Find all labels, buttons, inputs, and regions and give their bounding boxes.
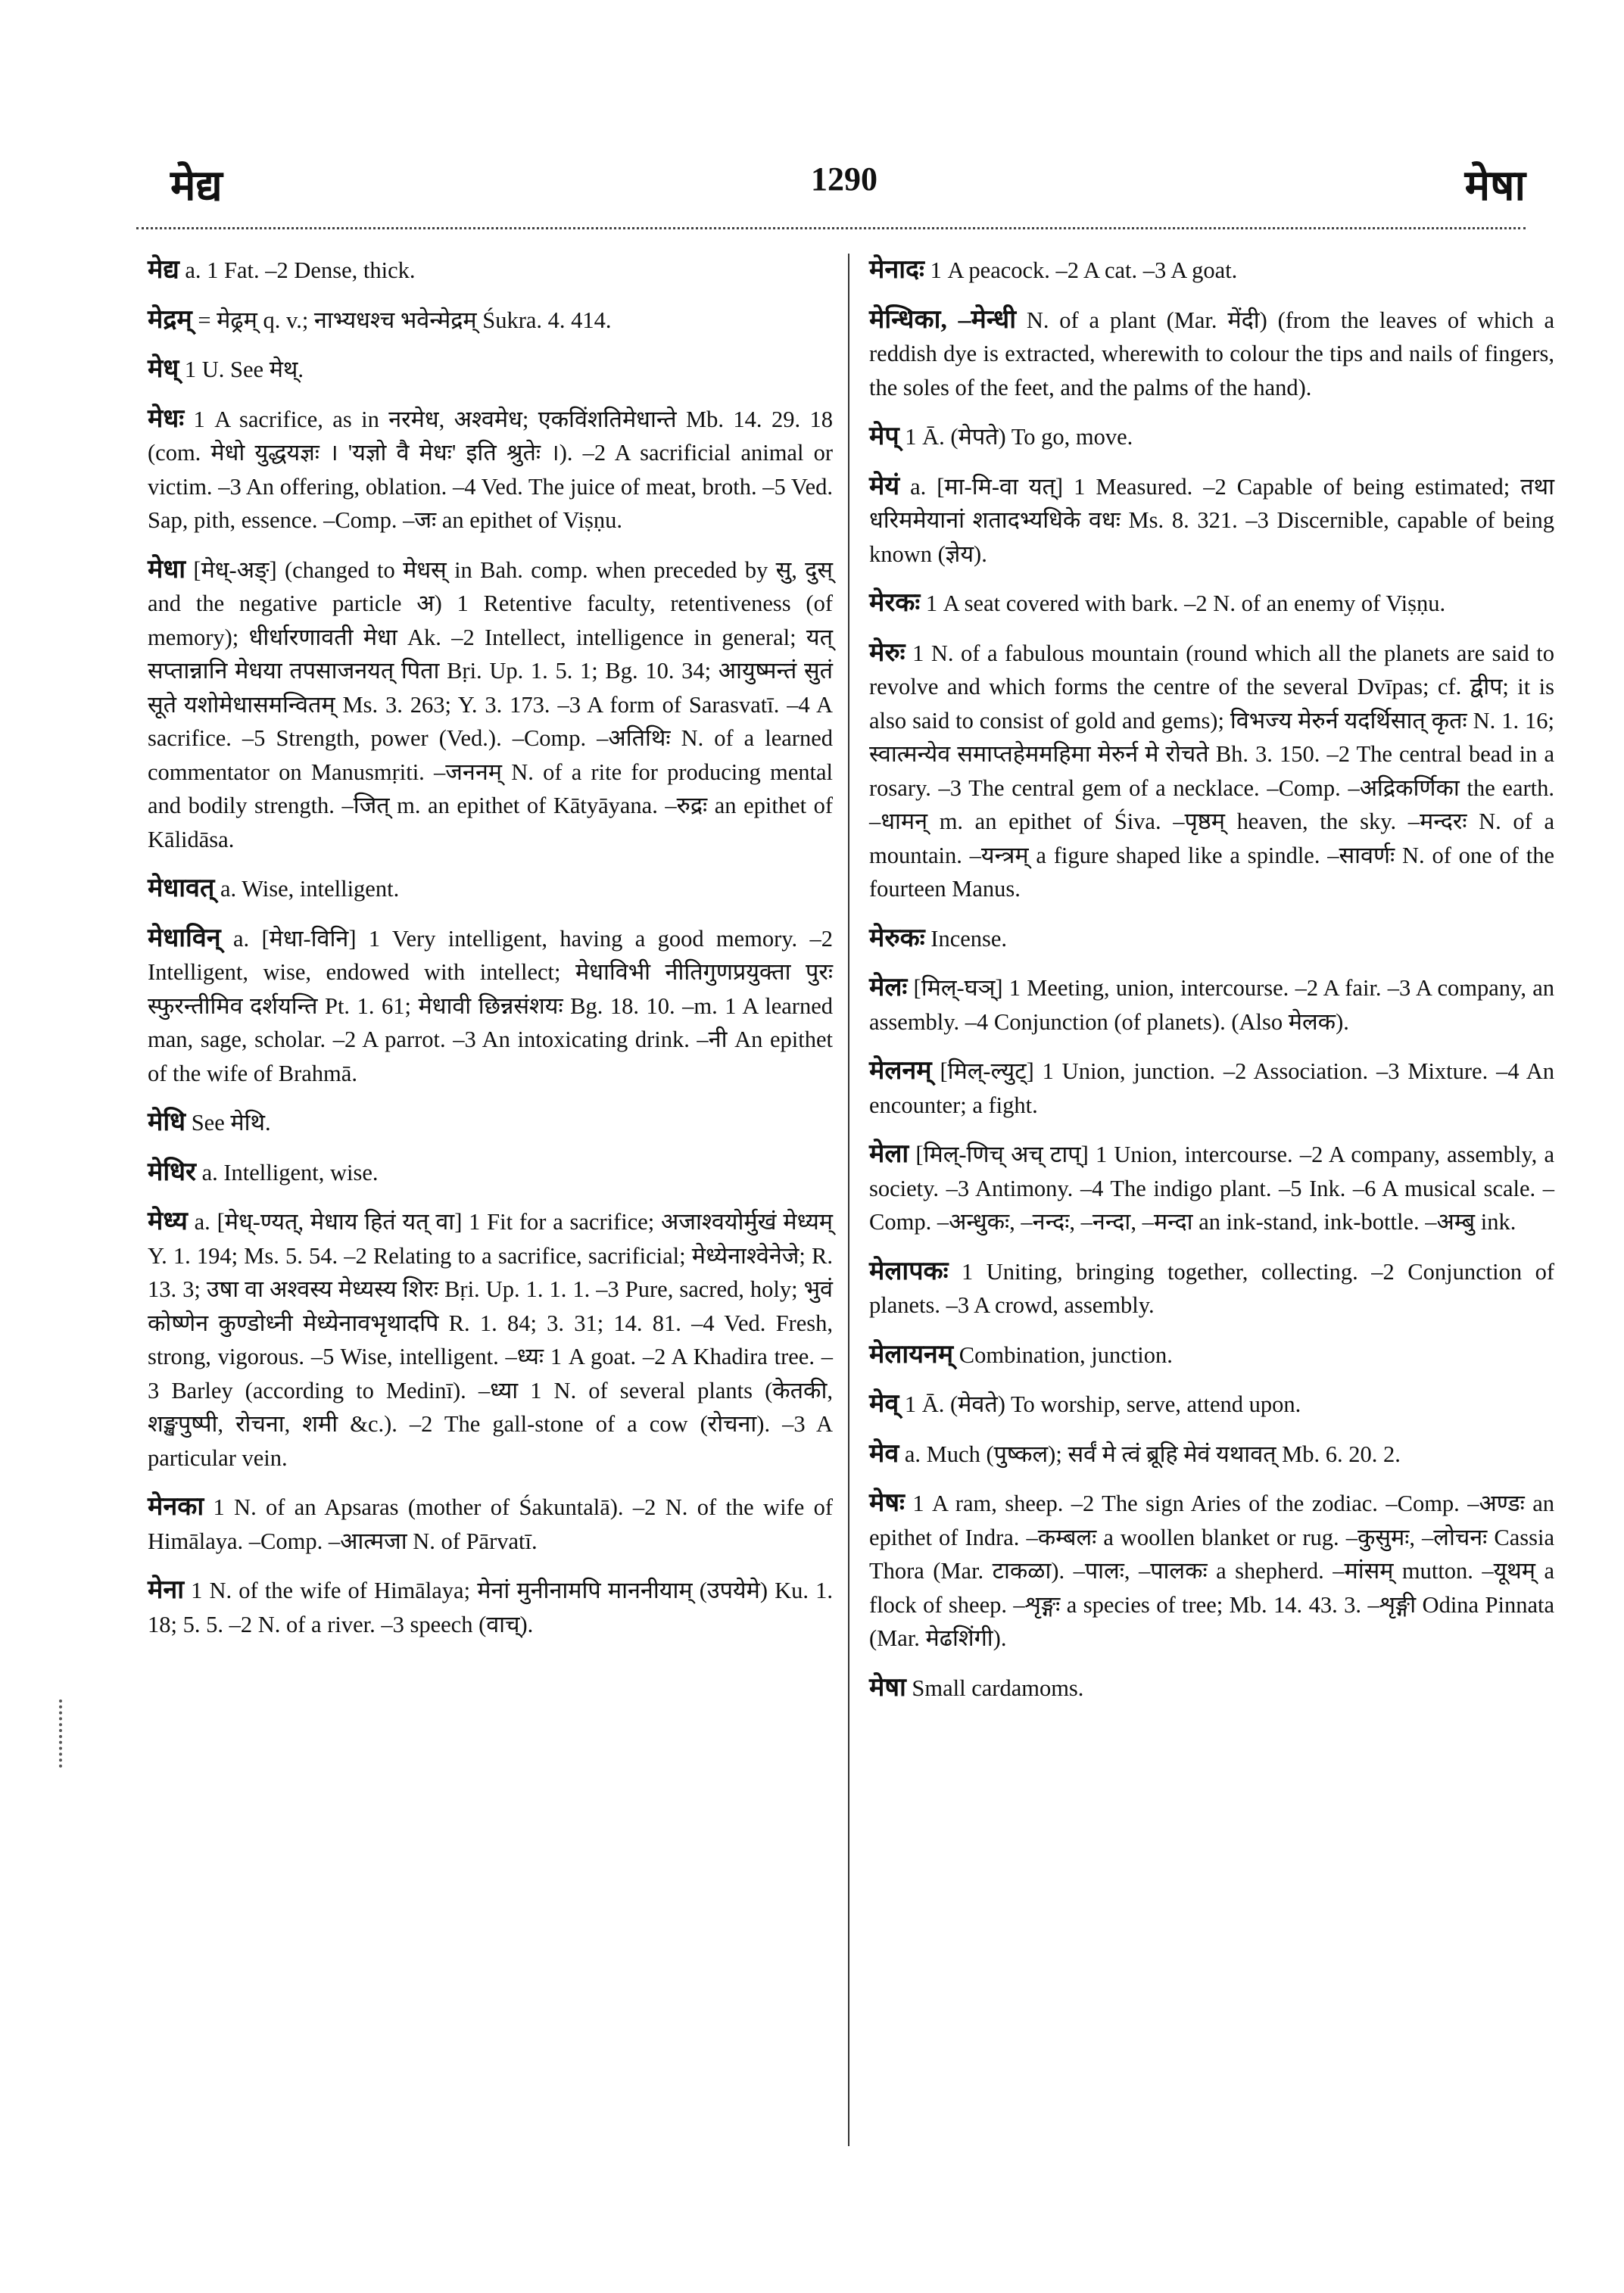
entry-headword: मेलनम्	[869, 1057, 932, 1085]
entry-definition: = मेढ्रम् q. v.; नाभ्यधश्च भवेन्मेद्रम् Śukra. 4. 414.	[198, 307, 612, 333]
dictionary-entry	[148, 1574, 833, 1641]
right-column	[869, 254, 1554, 1721]
dictionary-entry	[148, 1205, 833, 1475]
entry-definition: Incense.	[930, 925, 1008, 952]
entry-headword: मेद्रम्	[148, 305, 192, 334]
page-header	[163, 155, 1526, 216]
entry-definition: 1 A seat covered with bark. –2 N. of an enemy of Viṣṇu.	[925, 590, 1446, 616]
dictionary-entry	[148, 403, 833, 537]
entry-headword: मेनका	[148, 1493, 204, 1521]
column-divider	[848, 254, 849, 2146]
entry-headword: मेलः	[869, 974, 908, 1002]
entry-definition: Small cardamoms.	[912, 1675, 1084, 1701]
entry-definition: 1 Uniting, bringing together, collecting. –2 Conjunction of planets. –3 A crowd, assembly.	[869, 1258, 1555, 1318]
entry-headword: मेयं	[869, 472, 900, 500]
entry-definition: Combination, junction.	[959, 1341, 1173, 1368]
dictionary-entry	[869, 1671, 1554, 1706]
dictionary-entry	[869, 1138, 1554, 1239]
dictionary-entry	[869, 922, 1554, 956]
entry-definition: 1 N. of a fabulous mountain (round which all the planets are said to revolve and which forms the centre of the several Dvīpas; cf. द्वीप; it is also said to consist of gold and gems); विभज्य मेरुर्न यदर्थिसात् कृतः N. 1. 16; स्वात्मन्येव समाप्तहेममहिमा मेरुर्न मे रोचते Bh. 3. 150. –2 The central bead in a rosary. –3 The central gem of a necklace. –Comp. –अद्रिकर्णिका the earth. –धामन् m. an epithet of Śiva. –पृष्ठम् heaven, the sky. –मन्दरः N. of a mountain. –यन्त्रम् a figure shaped like a spindle. –सावर्णः N. of one of the fourteen Manus.	[869, 640, 1555, 902]
entry-headword: मेलायनम्	[869, 1340, 954, 1369]
entry-headword: मेव	[869, 1439, 899, 1468]
entry-definition: N. of a plant (Mar. मेंदी) (from the leaves of which a reddish dye is extracted, wherewith to colour the tips and nails of fingers, the soles of the feet, and the palms of the hand).	[869, 307, 1554, 400]
entry-headword: मेन्धिका, –मेन्धी	[869, 305, 1017, 334]
dictionary-entry	[148, 254, 833, 288]
entry-headword: मेद्य	[148, 256, 179, 284]
entry-definition: 1 A ram, sheep. –2 The sign Aries of the zodiac. –Comp. –अण्डः an epithet of Indra. –कम्बलः a woollen blanket or rug. –कुसुमः, –लोचनः Cassia Thora (Mar. टाकळा). –पालः, –पालकः a shepherd. –मांसम् mutton. –यूथम् a flock of sheep. –शृङ्गः a species of tree; Mb. 14. 43. 3. –शृङ्गी Odina Pinnata (Mar. मेढशिंगी).	[869, 1491, 1554, 1651]
dictionary-entry	[869, 637, 1554, 906]
dictionary-entry	[869, 420, 1554, 454]
entry-headword: मेरुकः	[869, 924, 925, 952]
dictionary-entry	[869, 1055, 1554, 1122]
entry-definition: [मेध्-अङ्] (changed to मेधस् in Bah. comp. when preceded by सु, दुस् and the negative particle अ) 1 Retentive faculty, retentiveness (of memory); धीर्धारणावती मेधा Ak. –2 Intellect, intelligence in general; यत् सप्तान्नानि मेधया तपसाजनयत् पिता Bṛi. Up. 1. 5. 1; Bg. 10. 34; आयुष्मन्तं सुतं सूते यशोमेधासमन्वितम् Ms. 3. 263; Y. 3. 173. –3 A form of Sarasvatī. –4 A sacrifice. –5 Strength, power (Ved.). –Comp. –अतिथिः N. of a learned commentator on Manusmṛiti. –जननम् N. of a rite for producing mental and bodily strength. –जित् m. an epithet of Kātyāyana. –रुद्रः an epithet of Kālidāsa.	[148, 556, 833, 852]
entry-headword: मेप्	[869, 422, 899, 450]
entry-definition: See मेथि.	[191, 1110, 271, 1136]
entry-definition: 1 A peacock. –2 A cat. –3 A goat.	[930, 257, 1238, 283]
dictionary-entry	[148, 1106, 833, 1140]
dictionary-entry	[869, 470, 1554, 572]
dictionary-entry	[148, 553, 833, 857]
entry-headword: मेषः	[869, 1489, 905, 1517]
dictionary-entry	[869, 1438, 1554, 1472]
dictionary-entry	[148, 1156, 833, 1190]
entry-definition: a. [मेध्-ण्यत्, मेधाय हितं यत् वा] 1 Fit for a sacrifice; अजाश्वयोर्मुखं मेध्यम् Y. 1. 194; Ms. 5. 54. –2 Relating to a sacrifice, sacrificial; मेध्येनाश्वेनेजे; R. 13. 3; उषा वा अश्वस्य मेध्यस्य शिरः Bṛi. Up. 1. 1. 1. –3 Pure, sacred, holy; भुवं कोष्णेन कुण्डोध्नी मेध्येनावभृथादपि R. 1. 84; 3. 31; 14. 81. –4 Ved. Fresh, strong, vigorous. –5 Wise, intelligent. –ध्यः 1 A goat. –2 A Khadira tree. –3 Barley (according to Medinī). –ध्या 1 N. of several plants (केतकी, शङ्खपुष्पी, रोचना, शमी &c.). –2 The gall-stone of a cow (रोचना). –3 A particular vein.	[148, 1209, 833, 1471]
entry-headword: मेधि	[148, 1108, 186, 1136]
left-column	[148, 254, 833, 1657]
entry-definition: 1 N. of an Apsaras (mother of Śakuntalā). –2 N. of the wife of Himālaya. –Comp. –आत्मजा N. of Pārvatī.	[148, 1494, 833, 1554]
dictionary-entry	[869, 304, 1554, 405]
entry-definition: a. [मा-मि-वा यत्] 1 Measured. –2 Capable of being estimated; तथा धरिममेयानां शतादभ्यधिके वधः Ms. 8. 321. –3 Discernible, capable of being known (ज्ञेय).	[869, 473, 1555, 567]
entry-headword: मेधा	[148, 555, 186, 584]
entry-definition: a. Intelligent, wise.	[201, 1159, 379, 1185]
margin-dots	[59, 1699, 65, 1768]
dictionary-entry	[869, 1338, 1554, 1372]
entry-definition: a. Wise, intelligent.	[220, 876, 400, 902]
entry-headword: मेषा	[869, 1673, 906, 1702]
entry-headword: मेधः	[148, 404, 185, 433]
entry-definition: 1 A sacrifice, as in नरमेध, अश्वमेध; एकविंशतिमेधान्ते Mb. 14. 29. 18 (com. मेधो युद्धयज्ञः । 'यज्ञो वै मेधः' इति श्रुतेः ।). –2 A sacrificial animal or victim. –3 An offering, oblation. –4 Ved. The juice of meat, broth. –5 Ved. Sap, pith, essence. –Comp. –जः an epithet of Viṣṇu.	[148, 406, 834, 533]
entry-headword: मेनादः	[869, 256, 924, 284]
entry-headword: मेध्	[148, 355, 179, 383]
entry-headword: मेधिर	[148, 1157, 196, 1186]
entry-definition: [मिल्-घञ्] 1 Meeting, union, intercourse. –2 A fair. –3 A company, an assembly. –4 Conjunction (of planets). (Also मेलक).	[869, 975, 1555, 1035]
running-headword-right: मेषा	[1464, 163, 1526, 210]
entry-headword: मेव्	[869, 1390, 899, 1418]
entry-definition: a. 1 Fat. –2 Dense, thick.	[185, 257, 416, 283]
dictionary-entry	[148, 872, 833, 906]
entry-headword: मेलापकः	[869, 1257, 949, 1285]
entry-definition: [मिल्-णिच् अच् टाप्] 1 Union, intercourse. –2 A company, assembly, a society. –3 Antimony. –4 The indigo plant. –5 Ink. –6 A musical scale. –Comp. –अन्धुकः, –नन्दः, –नन्दा, –मन्दा an ink-stand, ink-bottle. –अम्बु ink.	[869, 1142, 1554, 1235]
dictionary-entry	[869, 1388, 1554, 1422]
dictionary-entry	[869, 587, 1554, 621]
entry-headword: मेधावत्	[148, 874, 215, 902]
dictionary-entry	[148, 353, 833, 387]
dictionary-entry	[148, 304, 833, 338]
entry-definition: [मिल्-ल्युट्] 1 Union, junction. –2 Association. –3 Mixture. –4 An encounter; a fight.	[869, 1058, 1555, 1118]
dictionary-entry	[148, 1491, 833, 1558]
entry-headword: मेला	[869, 1140, 909, 1168]
dictionary-entry	[148, 922, 833, 1091]
entry-headword: मेरकः	[869, 589, 921, 617]
entry-headword: मेधाविन्	[148, 924, 221, 952]
entry-definition: a. Much (पुष्कल); सर्वं मे त्वं ब्रूहि मेवं यथावत् Mb. 6. 20. 2.	[904, 1441, 1401, 1467]
page-number: 1290	[811, 160, 877, 198]
dictionary-entry	[869, 1487, 1554, 1656]
dictionary-entry	[869, 971, 1554, 1039]
entry-headword: मेना	[148, 1576, 185, 1604]
dictionary-entry	[869, 1255, 1554, 1323]
entry-headword: मेध्य	[148, 1207, 188, 1235]
entry-definition: 1 Ā. (मेपते) To go, move.	[905, 424, 1133, 450]
entry-headword: मेरुः	[869, 638, 906, 667]
entry-definition: 1 Ā. (मेवते) To worship, serve, attend upon.	[904, 1391, 1301, 1417]
entry-definition: a. [मेधा-विनि] 1 Very intelligent, having a good memory. –2 Intelligent, wise, endowed with intellect; मेधाविभी नीतिगुणप्रयुक्ता पुरः स्फुरन्तीमिव दर्शयन्ति Pt. 1. 61; मेधावी छिन्नसंशयः Bg. 18. 10. –m. 1 A learned man, sage, scholar. –2 A parrot. –3 An intoxicating drink. –नी An epithet of the wife of Brahmā.	[148, 925, 833, 1086]
entry-definition: 1 U. See मेथ्.	[184, 357, 304, 382]
running-headword-left: मेद्य	[170, 163, 223, 210]
entry-definition: 1 N. of the wife of Himālaya; मेनां मुनीनामपि माननीयाम् (उपयेमे) Ku. 1. 18; 5. 5. –2 N. of a river. –3 speech (वाच्).	[148, 1578, 833, 1637]
dictionary-entry	[869, 254, 1554, 288]
header-rule	[136, 227, 1526, 229]
